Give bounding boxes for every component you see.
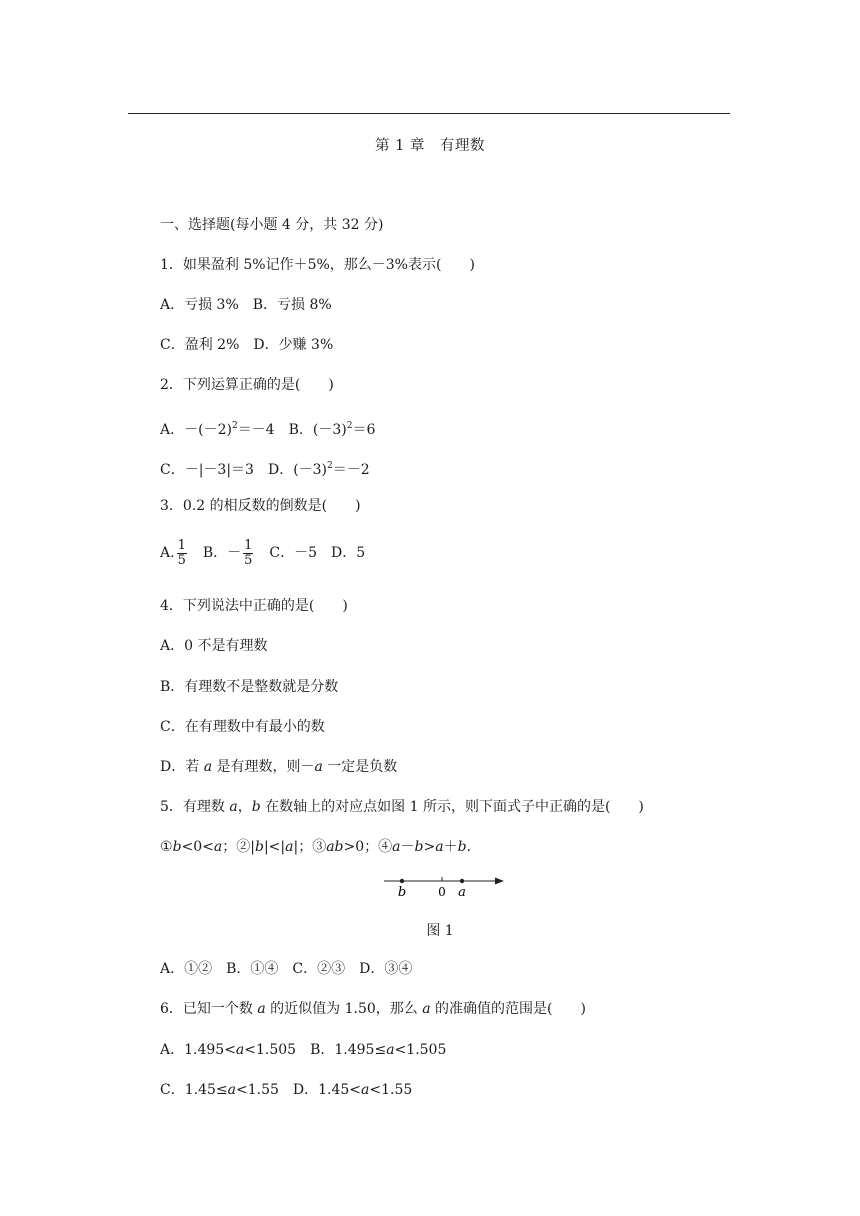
q5-condition-segment: <0< xyxy=(181,839,214,855)
q2-option-c: C．－|－3|＝3 xyxy=(160,462,254,478)
q2-option-b-exp: 2 xyxy=(346,421,353,431)
label-b: b xyxy=(397,885,407,900)
text: D．若 xyxy=(160,759,204,775)
q5-condition-segment: a xyxy=(285,839,294,855)
label-a: a xyxy=(458,885,466,900)
number-line-arrow xyxy=(495,878,504,885)
var-a: a xyxy=(386,1042,395,1058)
var-a: a xyxy=(203,759,213,775)
q3-fraction-b xyxy=(243,539,253,568)
q2-options-ab xyxy=(160,417,375,439)
var-a: a xyxy=(361,1082,370,1098)
q5-condition-segment: . xyxy=(466,839,471,855)
label-zero: 0 xyxy=(438,885,446,899)
q1-options-ab: A．亏损 3% B．亏损 8% xyxy=(160,297,332,313)
q3-fraction-a xyxy=(177,539,187,568)
q2-option-d-post: ＝－2 xyxy=(332,462,370,478)
header-rule xyxy=(128,113,730,114)
q5-condition-segment: b xyxy=(254,839,264,855)
q5-options: A．①② B．①④ C．②③ D．③④ xyxy=(160,961,413,977)
q5-condition-segment: a xyxy=(213,839,223,855)
text: <1.505 B．1.495≤ xyxy=(244,1042,387,1058)
q2-option-d-pre: D．(－3) xyxy=(267,462,328,478)
text: 是有理数，则－ xyxy=(212,759,315,775)
q6-options-ab xyxy=(160,1041,446,1059)
q4-option-a: A．0 不是有理数 xyxy=(160,638,268,654)
text: C．1.45≤ xyxy=(160,1082,228,1098)
number-line-figure xyxy=(380,868,510,904)
section-heading: 一、选择题(每小题 4 分，共 32 分) xyxy=(160,217,384,233)
text: 的近似值为 1.50，那么 xyxy=(265,1001,423,1017)
q4-stem: 4．下列说法中正确的是( ) xyxy=(160,598,348,614)
q6-stem xyxy=(160,1000,586,1018)
fraction-numerator: 1 xyxy=(177,537,186,553)
q2-option-a-post: ＝－4 xyxy=(237,422,275,438)
q3-option-a-label: A. xyxy=(160,545,175,561)
q5-condition-segment: |；③ xyxy=(293,839,327,855)
var-a: a xyxy=(422,1001,431,1017)
text: 5．有理数 xyxy=(160,799,230,815)
q2-option-a-pre: A．－(－2) xyxy=(160,422,232,438)
q2-options-cd xyxy=(160,457,370,479)
q5-condition-segment: ；②| xyxy=(222,839,255,855)
q3-options-cd: C．－5 D．5 xyxy=(269,545,366,561)
q5-condition-segment: |<| xyxy=(263,839,286,855)
q5-condition-segment: a xyxy=(435,839,444,855)
text: 一定是负数 xyxy=(322,759,398,775)
var-b: b xyxy=(251,799,261,815)
text: <1.55 xyxy=(369,1082,413,1098)
var-a: a xyxy=(257,1001,266,1017)
q6-options-cd xyxy=(160,1081,412,1099)
q5-condition-segment: ab xyxy=(326,839,344,855)
q2-option-b-post: ＝6 xyxy=(352,422,376,438)
q5-condition-segment: ① xyxy=(160,839,173,855)
var-a: a xyxy=(229,799,238,815)
q1-stem: 1．如果盈利 5%记作＋5%，那么－3%表示( ) xyxy=(160,257,475,273)
text: 在数轴上的对应点如图 1 所示，则下面式子中正确的是( ) xyxy=(260,799,644,815)
q5-condition-segment: b xyxy=(172,839,182,855)
q5-stem xyxy=(160,798,644,816)
q4-option-c: C．在有理数中有最小的数 xyxy=(160,719,325,735)
q5-condition-segment: b xyxy=(414,839,424,855)
text: 的准确值的范围是( ) xyxy=(430,1001,586,1017)
text: <1.505 xyxy=(394,1042,447,1058)
fraction-numerator: 1 xyxy=(244,537,253,553)
text: <1.55 D．1.45< xyxy=(235,1082,362,1098)
var-a: a xyxy=(227,1082,236,1098)
chapter-title: 第 1 章 有理数 xyxy=(375,138,485,154)
q3-stem: 3．0.2 的相反数的倒数是( ) xyxy=(160,498,361,514)
q5-condition-segment: － xyxy=(400,839,415,855)
text: ， xyxy=(237,799,252,815)
q4-option-b: B．有理数不是整数就是分数 xyxy=(160,679,339,695)
var-a: a xyxy=(235,1042,245,1058)
q5-conditions xyxy=(160,838,471,856)
var-a: a xyxy=(314,759,323,775)
q5-condition-segment: b xyxy=(457,839,467,855)
q4-option-d xyxy=(160,758,397,776)
q5-condition-segment: >0；④ xyxy=(343,839,393,855)
point-b xyxy=(400,879,404,883)
fraction-denominator: 5 xyxy=(244,552,253,568)
q5-condition-segment: a xyxy=(392,839,401,855)
q5-condition-segment: > xyxy=(423,839,436,855)
q5-condition-segment: ＋ xyxy=(443,839,458,855)
q2-option-b-pre: B．(－3) xyxy=(288,422,347,438)
q3-option-b-label: B．－ xyxy=(202,545,242,561)
q2-option-a-exp: 2 xyxy=(231,421,238,431)
fraction-denominator: 5 xyxy=(177,552,186,568)
point-a xyxy=(460,879,464,883)
q2-option-d-exp: 2 xyxy=(327,461,333,471)
q2-stem: 2．下列运算正确的是( ) xyxy=(160,377,334,393)
q1-options-cd: C．盈利 2% D．少赚 3% xyxy=(160,337,334,353)
text: 6．已知一个数 xyxy=(160,1001,258,1017)
figure-caption: 图 1 xyxy=(426,923,454,939)
q3-options xyxy=(160,536,365,570)
text: A．1.495< xyxy=(160,1042,236,1058)
